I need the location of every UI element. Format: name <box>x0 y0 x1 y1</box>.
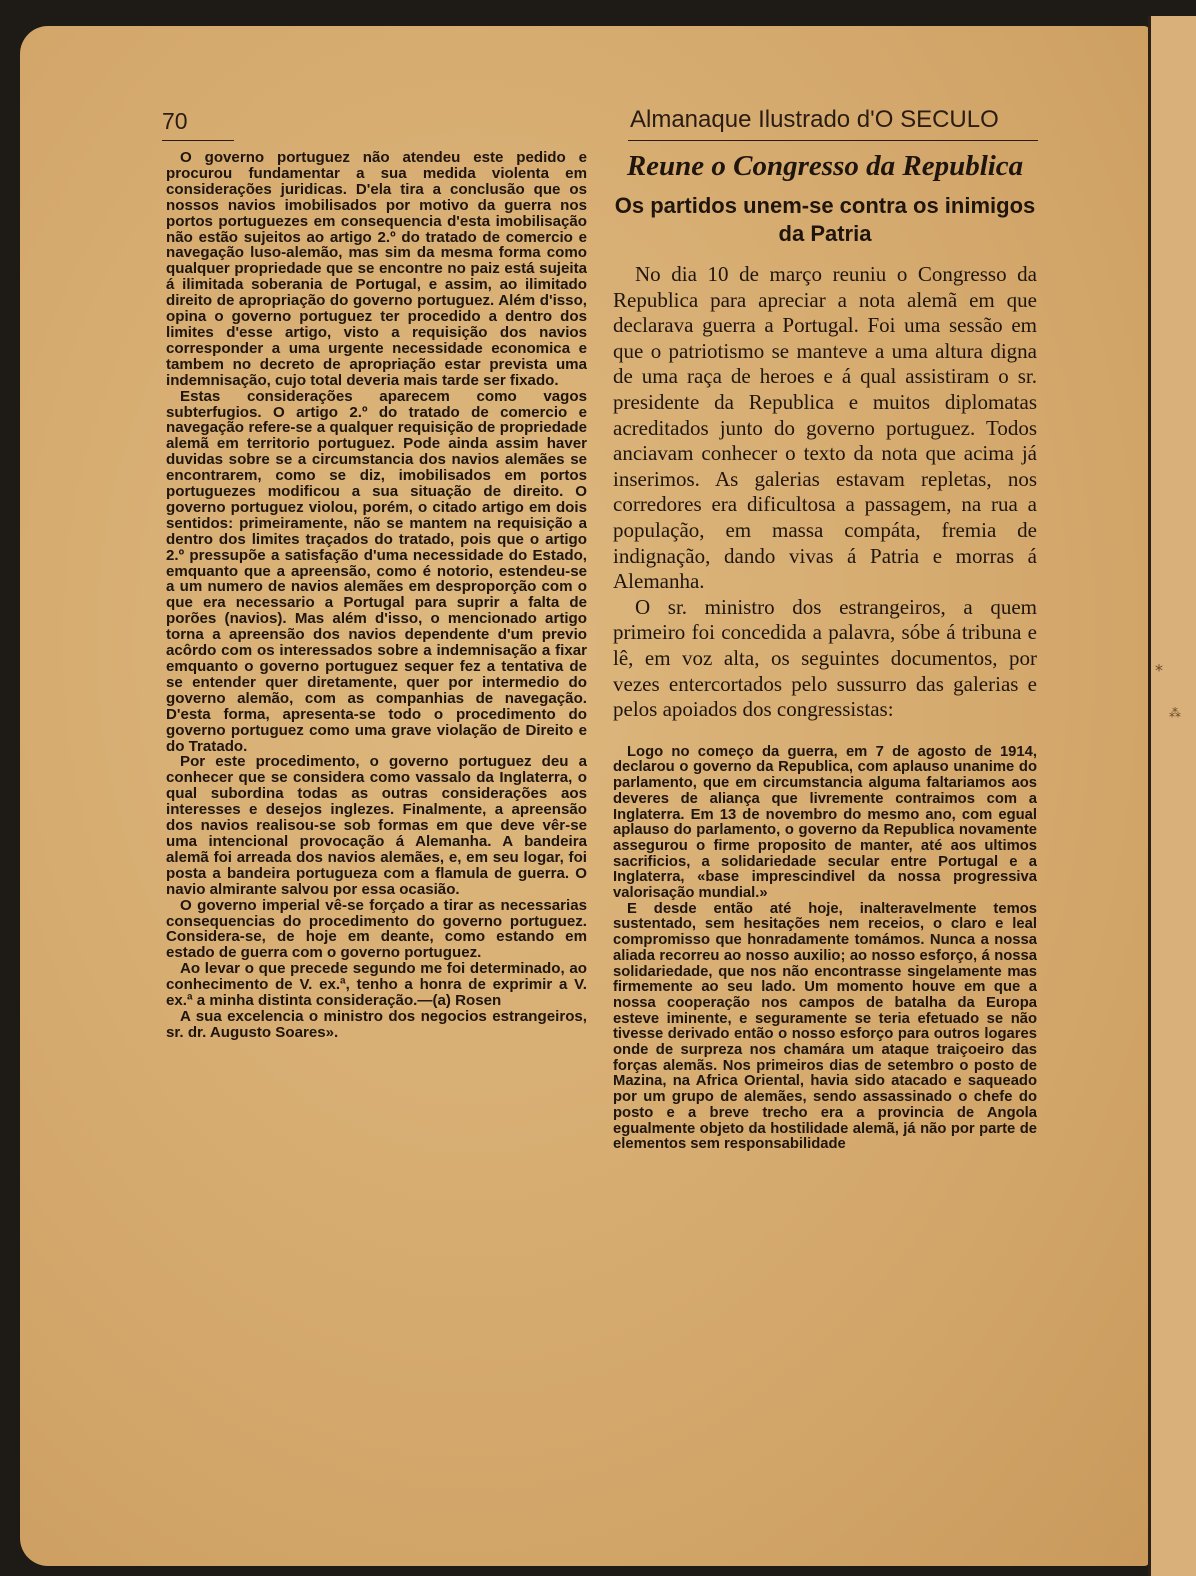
running-head-rule <box>628 140 1038 141</box>
paragraph: Estas considerações aparecem como vagos subterfugios. O artigo 2.º do tratado de comercio e navegação refere-se a qualquer requisição de propriedade alemã em territorio portuguez. Pode ainda assim haver duvidas sobre se a circumstancia dos navios alemães se encontrarem, como se diz, imobilisados em portos portuguezes modificou a sua situação de direito. O governo portuguez violou, porém, o citado artigo em dois sentidos: primeiramente, não se mantem na requisição a dentro dos limites traçados do tratado, pois que o artigo 2.º pressupõe a satisfação d'uma necessidade do Estado, emquanto que a apreensão, como é notorio, estendeu-se a um numero de navios alemães em desproporção com o que era necessario a Portugal para suprir a falta de porões (navios). Mas além d'isso, o mencionado artigo torna a apreensão dos navios dependente d'um previo acôrdo com os interessados sobre a indemnisação a fixar emquanto o governo portuguez sequer fez a tentativa de se entender quer diretamente, quer por intermedio do governo alemão, com as companhias de navegação. D'esta forma, apresenta-se todo o procedimento do governo portuguez como uma grave violação de Direito e do Tratado. <box>166 387 587 755</box>
quoted-document <box>613 745 1037 1153</box>
paragraph: Ao levar o que precede segundo me foi determinado, ao conhecimento de V. ex.ª, tenho a honra de exprimir a V. ex.ª a minha distinta consideração.—(a) Rosen <box>166 960 587 1010</box>
adjacent-page-edge <box>1148 16 1196 1576</box>
left-column <box>166 150 587 1470</box>
paragraph: E desde então até hoje, inalteravelmente temos sustentado, sem hesitações nem receios, o claro e leal compromisso que honradamente tomámos. Nunca a nossa aliada recorreu ao nosso auxilio; ao nosso esforço, á nossa solidariedade, que nos não encontrasse singelamente mas firmemente ao seu lado. Um momento houve em que a nossa cooperação nos campos de batalha da Europa esteve iminente, e seguramente se teria efetuado se não tivesse derivado então o nosso esforço para outros logares onde de surpreza nos chamára um ataque traiçoeiro das forças alemãs. Nos primeiros dias de setembro o posto de Mazina, na Africa Oriental, havia sido atacado e saqueado por um grupo de alemães, sendo assassinado o chefe do posto e a breve trecho era a provincia de Angola egualmente objeto da hostilidade alemã, já não por parte de elementos sem responsabilidade <box>613 900 1037 1153</box>
article-subtitle: Os partidos unem-se contra os inimigos da Patria <box>614 193 1036 246</box>
page-number: 70 <box>162 108 188 134</box>
paragraph: Logo no começo da guerra, em 7 de agosto de 1914, declarou o governo da Republica, com aplauso unanime do parlamento, que em circumstancia alguma faltariamos aos deveres de aliança que livremente contraimos com a Inglaterra. Em 13 de novembro do mesmo ano, com egual aplauso do parlamento, o governo da Republica novamente assegurou o firme proposito de manter, até aos ultimos sacrificios, a solidariedade secular entre Portugal e a Inglaterra, «base imprescindivel da nossa progressiva valorisação mundial.» <box>613 743 1037 902</box>
article-title: Reune o Congresso da Republica <box>626 150 1024 182</box>
page-sheet <box>20 26 1150 1566</box>
paragraph: O governo imperial vê-se forçado a tirar as necessarias consequencias do procedimento do governo portuguez. Considera-se, de hoje em deante, como estando em estado de guerra com o governo portuguez. <box>166 896 587 962</box>
paragraph: O governo portuguez não atendeu este pedido e procurou fundamentar a sua medida violenta em considerações juridicas. D'ela tira a conclusão que os nossos navios imobilisados por motivo da guerra nos portos portuguezes em consequencia d'esta imobilisação não estão sujeitos ao artigo 2.º do tratado de comercio e navegação luso-alemão, mas sim da mesma forma como qualquer propriedade que se encontre no paiz está sujeita á ilimitada soberania de Portugal, e assim, ao ilimitado direito de apropriação do governo portuguez. Além d'isso, opina o governo portuguez ter procedido a dentro dos limites d'esse artigo, visto a requisição dos navios corresponder a uma urgente necessidade economica e tambem no decreto de apropriação estar prevista uma indemnisação, cujo total deveria mais tarde ser fixado. <box>166 150 587 389</box>
paragraph: A sua excelencia o ministro dos negocios estrangeiros, sr. dr. Augusto Soares». <box>166 1007 587 1041</box>
margin-mark-icon: ⁎ <box>1155 656 1163 675</box>
right-column <box>613 150 1037 1470</box>
margin-mark-icon: ⁂ <box>1169 706 1181 720</box>
paragraph: O sr. ministro dos estrangeiros, a quem primeiro foi concedida a palavra, sóbe á tribuna e lê, em voz alta, os seguintes documentos, por vezes entercortados pelo sussurro das galerias e pelos apoiados dos congressistas: <box>613 594 1037 722</box>
paragraph: Por este procedimento, o governo portuguez deu a conhecer que se considera como vassalo da Inglaterra, o qual subordina todas as outras considerações aos interesses e desejos inglezes. Finalmente, a apreensão dos navios realisou-se sob formas em que deve vêr-se uma intencional provocação á Alemanha. A bandeira alemã foi arreada dos navios alemães, e, em seu logar, foi posta a bandeira portugueza com a flamula de guerra. O navio almirante salvou por essa ocasião. <box>166 753 587 898</box>
article-lead <box>613 262 1037 723</box>
paragraph: No dia 10 de março reuniu o Congresso da Republica para apreciar a nota alemã em que declarava guerra a Portugal. Foi uma sessão em que o patriotismo se manteve a uma altura digna de uma raça de heroes e á qual assistiram o sr. presidente da Republica e muitos diplomatas acreditados junto do governo portuguez. Todos anciavam conhecer o texto da nota que acima já inserimos. As galerias estavam repletas, nos corredores era dificultosa a passagem, na rua a população, em massa compáta, fremia de indignação, dando vivas á Patria e morras á Alemanha. <box>613 262 1037 594</box>
running-head: Almanaque Ilustrado d'O SECULO <box>630 106 999 133</box>
page-number-rule <box>162 140 234 141</box>
